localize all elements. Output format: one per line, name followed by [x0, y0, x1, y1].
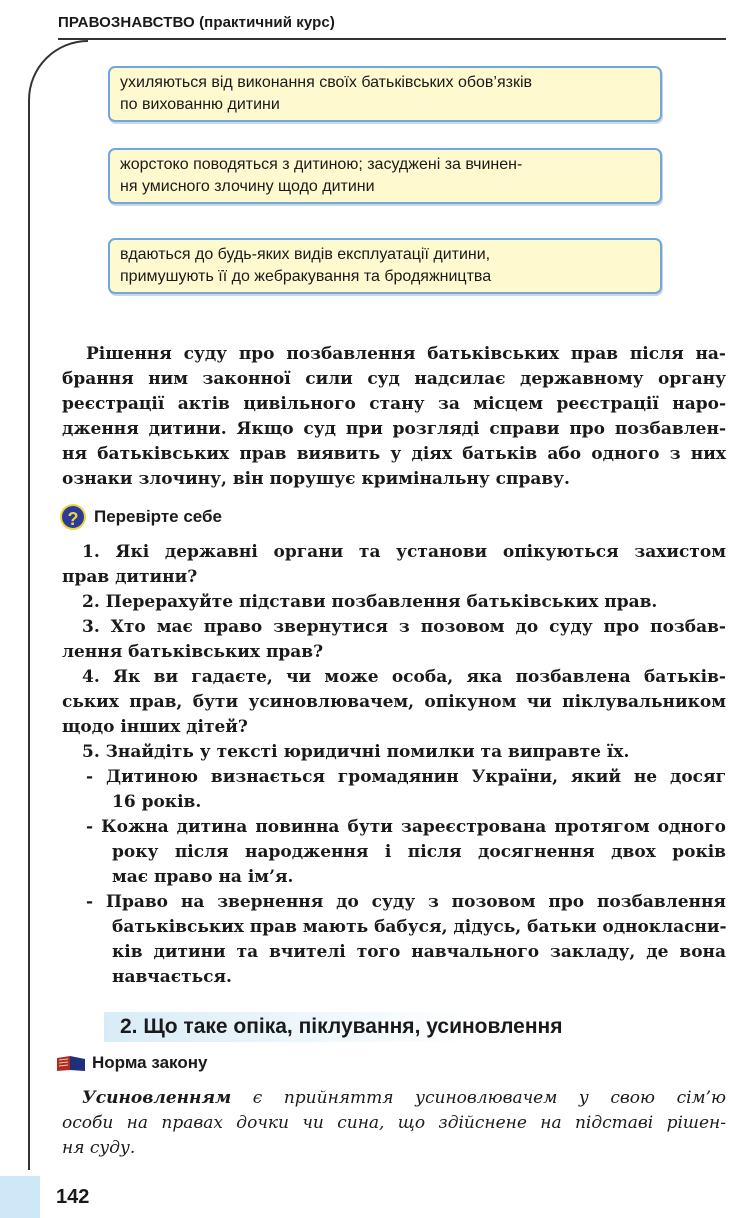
reason-box-line: по вихованню дитини — [120, 96, 280, 113]
court-decision-paragraph — [62, 342, 726, 492]
question-line: 16 років. — [112, 792, 202, 812]
reason-box-line: ня умисного злочину щодо дитини — [120, 178, 375, 195]
question-line: року після народження і після досягнення двох років — [112, 842, 726, 862]
check-yourself-title: Перевірте себе — [94, 507, 222, 526]
page-margin-arc — [28, 40, 88, 160]
reason-box-line: вдаються до будь-яких видів експлуатації дитини, — [120, 246, 491, 263]
question-line: - Дитиною визнається громадянин України, який не досяг — [86, 767, 726, 787]
paragraph-line: ознаки злочину, він порушує кримінальну справу. — [62, 469, 570, 489]
running-header: ПРАВОЗНАВСТВО (практичний курс) — [58, 14, 335, 31]
definition-line: особи на правах дочки чи сина, що здійснене на підставі рішен- — [62, 1113, 726, 1133]
reason-box-line: примушують її до жебракування та бродяжництва — [120, 268, 492, 285]
question-line: 3. Хто має право звернутися з позовом до суду про позбав- — [82, 617, 726, 637]
reason-box-1 — [108, 66, 662, 122]
question-line: - Право на звернення до суду з позовом про позбавлення — [86, 892, 726, 912]
question-line: ків дитини та вчителі того навчального закладу, де вона — [112, 942, 726, 962]
section-title: 2. Що таке опіка, піклування, усиновлення — [104, 1012, 726, 1042]
page-margin-line — [28, 130, 30, 1170]
check-yourself-questions — [62, 540, 726, 990]
norm-title: Норма закону — [92, 1053, 208, 1072]
question-line: щодо інших дітей? — [62, 717, 248, 737]
question-line: ських прав, бути усиновлювачем, опікуном чи піклувальником — [62, 692, 726, 712]
paragraph-line: брання ним законної сили суд надсилає державному органу — [62, 369, 726, 389]
question-line: навчається. — [112, 967, 232, 987]
question-line: 1. Які державні органи та установи опікуються захистом — [82, 542, 726, 562]
question-icon: ? — [60, 504, 86, 530]
question-line: має право на ім’я. — [112, 867, 294, 887]
reason-box-2 — [108, 148, 662, 204]
question-line: лення батьківських прав? — [62, 642, 324, 662]
paragraph-line: ня батьківських прав виявить у діях батьків або одного з них — [62, 444, 726, 464]
question-line: - Кожна дитина повинна бути зареєстрована протягом одного — [86, 817, 726, 837]
reason-box-3 — [108, 238, 662, 294]
definition-term: Усиновленням — [82, 1088, 232, 1108]
question-line: прав дитини? — [62, 567, 198, 587]
page-number: 142 — [56, 1186, 90, 1208]
check-yourself-heading — [60, 504, 222, 530]
reason-box-line: жорстоко поводяться з дитиною; засуджені за вчинен- — [120, 156, 523, 173]
definition-text: є прийняття усиновлювачем у свою сім’ю — [231, 1088, 726, 1108]
paragraph-line: дження дитини. Якщо суд при розгляді справи про позбавлен- — [62, 419, 726, 439]
question-line: 5. Знайдіть у тексті юридичні помилки та виправте їх. — [82, 742, 630, 762]
corner-tab — [0, 1176, 40, 1218]
reason-box-line: ухиляються від виконання своїх батьківських обов’язків — [120, 74, 533, 91]
norm-heading — [56, 1053, 207, 1073]
question-line: батьківських прав мають бабуся, дідусь, батьки однокласни- — [112, 917, 727, 937]
question-line: 4. Як ви гадаєте, чи може особа, яка позбавлена батьків- — [82, 667, 726, 687]
definition-line — [62, 1086, 726, 1111]
paragraph-line: Рішення суду про позбавлення батьківських прав після на- — [86, 344, 726, 364]
paragraph-line: реєстрації актів цивільного стану за місцем реєстрації наро- — [62, 394, 726, 414]
question-line: 2. Перерахуйте підстави позбавлення батьківських прав. — [82, 592, 658, 612]
definition-line: ня суду. — [62, 1138, 136, 1158]
adoption-definition — [62, 1086, 726, 1161]
book-icon — [56, 1054, 86, 1072]
header-rule — [58, 38, 726, 40]
